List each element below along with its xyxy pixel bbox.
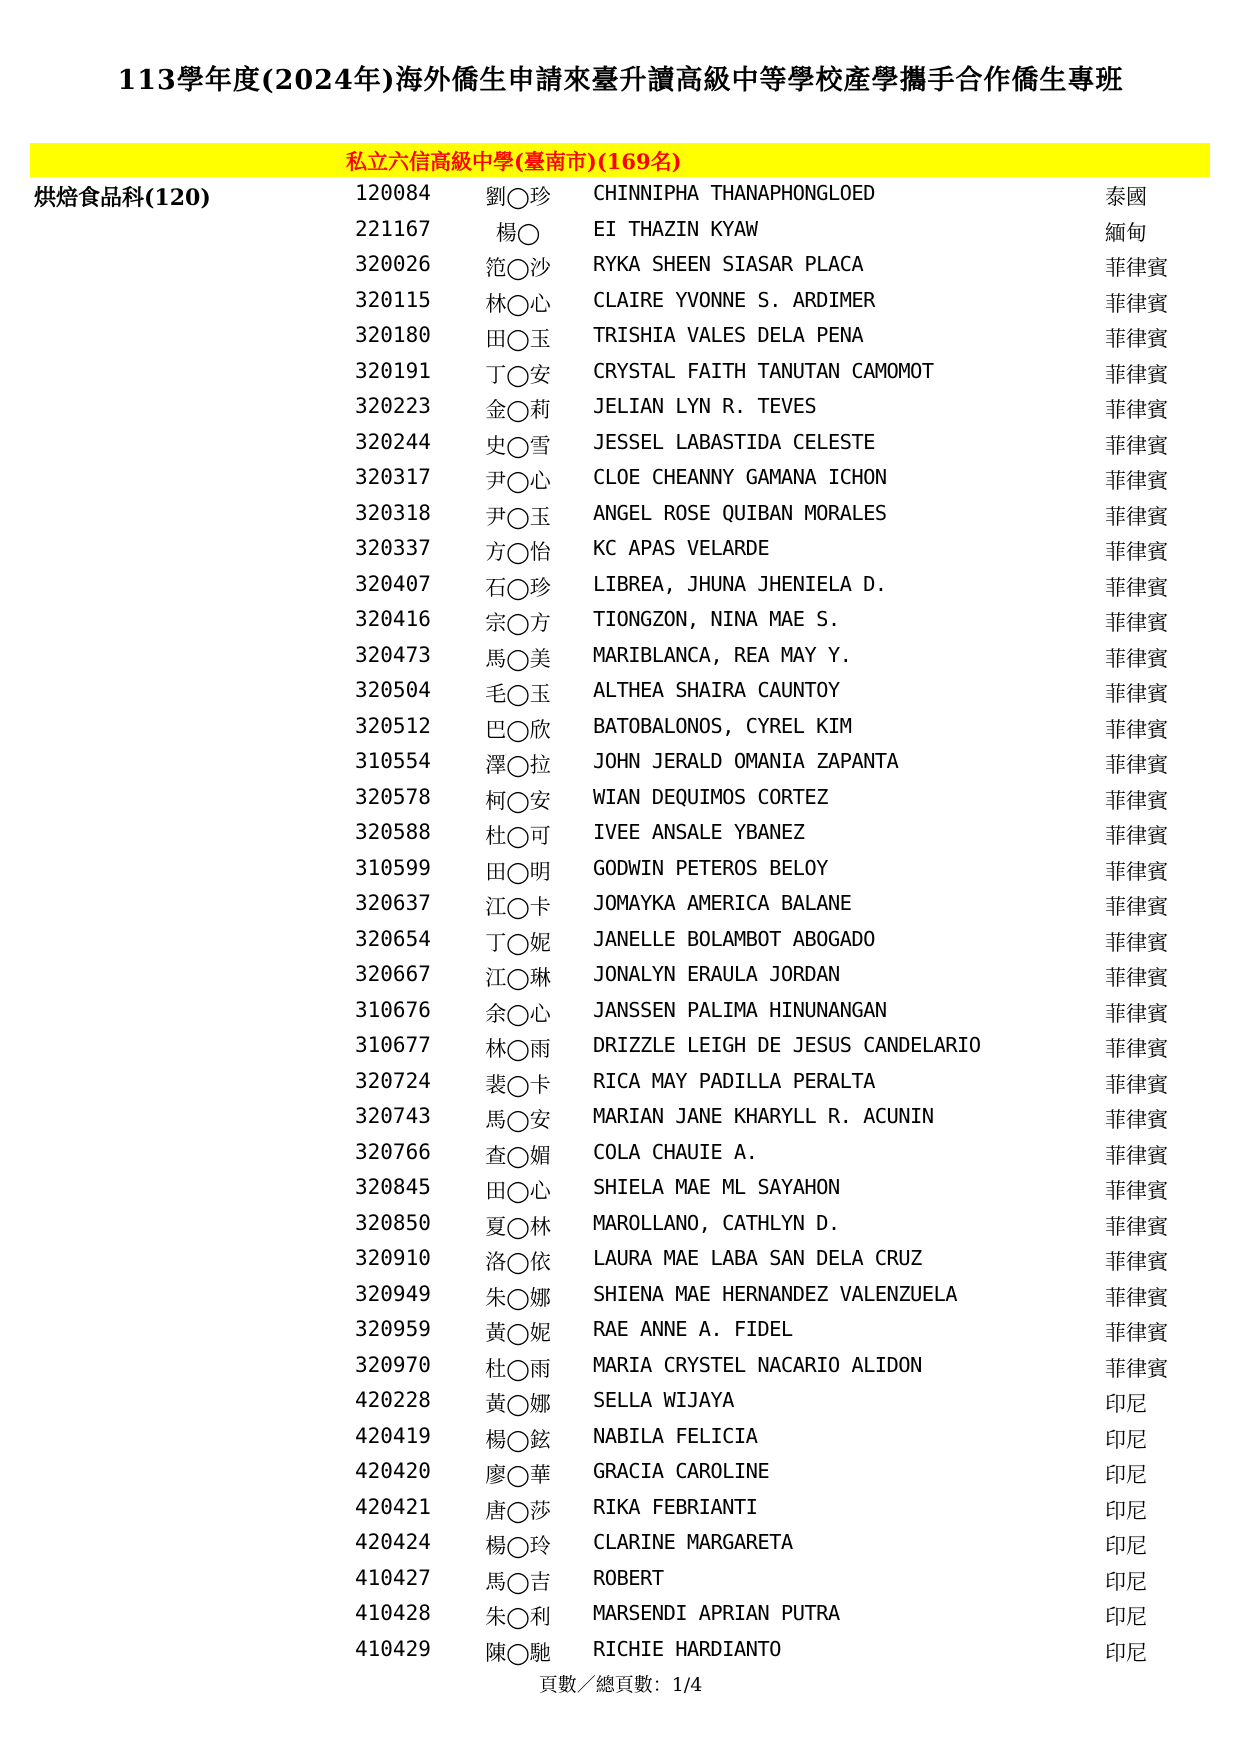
- table-row: [0, 214, 1241, 250]
- student-id: 320317: [355, 465, 431, 489]
- country: 印尼: [1105, 1640, 1147, 1665]
- country: 菲律賓: [1105, 291, 1168, 316]
- country: 菲律賓: [1105, 1143, 1168, 1168]
- student-id: 320191: [355, 358, 431, 383]
- english-name: EI THAZIN KYAW: [593, 216, 758, 241]
- english-name: TIONGZON, NINA MAE S.: [593, 607, 840, 631]
- english-name: SHIENA MAE HERNANDEZ VALENZUELA: [593, 1281, 958, 1306]
- chinese-name: 查◯媚: [485, 1143, 551, 1168]
- country: 印尼: [1105, 1534, 1147, 1558]
- table-row: [0, 462, 1241, 498]
- student-id: 420420: [355, 1459, 431, 1483]
- chinese-name: 馬◯美: [485, 646, 551, 671]
- table-row: [0, 1527, 1241, 1563]
- country: 印尼: [1105, 1605, 1147, 1629]
- english-name: NABILA FELICIA: [593, 1423, 758, 1448]
- table-row: [0, 1456, 1241, 1492]
- table-row: [0, 249, 1241, 285]
- chinese-name: 杜◯雨: [485, 1356, 551, 1381]
- student-id: 320724: [355, 1068, 431, 1093]
- english-name: ALTHEA SHAIRA CAUNTOY: [593, 678, 840, 702]
- student-id: 310599: [355, 855, 431, 880]
- school-header-bar: [30, 143, 1210, 177]
- student-id: 320959: [355, 1317, 431, 1341]
- chinese-name: 巴◯欣: [485, 717, 551, 742]
- chinese-name: 丁◯妮: [485, 930, 551, 955]
- chinese-name: 尹◯心: [485, 469, 551, 493]
- country: 菲律賓: [1105, 575, 1168, 600]
- table-row: [0, 1208, 1241, 1244]
- country: 菲律賓: [1105, 1285, 1168, 1310]
- chinese-name: 史◯雪: [485, 433, 551, 458]
- english-name: JESSEL LABASTIDA CELESTE: [593, 429, 875, 454]
- chinese-name: 林◯心: [485, 291, 551, 316]
- student-id: 221167: [355, 216, 431, 241]
- country: 菲律賓: [1105, 1108, 1168, 1132]
- chinese-name: 夏◯林: [485, 1214, 551, 1239]
- page-title: 113學年度(2024年)海外僑生申請來臺升讀高級中等學校產學攜手合作僑生專班: [117, 65, 1124, 96]
- chinese-name: 朱◯利: [485, 1605, 551, 1629]
- student-id: 420424: [355, 1530, 431, 1554]
- country: 菲律賓: [1105, 469, 1168, 493]
- country: 泰國: [1105, 185, 1147, 209]
- chinese-name: 楊◯: [495, 220, 541, 245]
- english-name: WIAN DEQUIMOS CORTEZ: [593, 784, 828, 809]
- chinese-name: 田◯心: [485, 1179, 551, 1203]
- english-name: COLA CHAUIE A.: [593, 1139, 758, 1164]
- table-row: [0, 1421, 1241, 1457]
- country: 菲律賓: [1105, 824, 1168, 848]
- chinese-name: 馬◯吉: [485, 1569, 551, 1594]
- table-row: [0, 1172, 1241, 1208]
- chinese-name: 廖◯華: [485, 1463, 551, 1487]
- country: 菲律賓: [1105, 256, 1168, 280]
- student-id: 320910: [355, 1246, 431, 1270]
- country: 菲律賓: [1105, 504, 1168, 529]
- chinese-name: 尹◯玉: [485, 504, 551, 529]
- chinese-name: 馬◯安: [485, 1108, 551, 1132]
- student-id: 320115: [355, 287, 431, 312]
- table-row: [0, 178, 1241, 214]
- table-row: [0, 1137, 1241, 1173]
- table-row: [0, 959, 1241, 995]
- table-row: [0, 1385, 1241, 1421]
- english-name: SHIELA MAE ML SAYAHON: [593, 1175, 840, 1199]
- table-row: [0, 711, 1241, 747]
- student-id: 310676: [355, 997, 431, 1022]
- chinese-name: 澤◯拉: [485, 753, 551, 777]
- table-row: [0, 1030, 1241, 1066]
- country: 菲律賓: [1105, 1321, 1168, 1345]
- english-name: RYKA SHEEN SIASAR PLACA: [593, 252, 864, 276]
- english-name: MARIBLANCA, REA MAY Y.: [593, 642, 852, 667]
- english-name: CLAIRE YVONNE S. ARDIMER: [593, 287, 875, 312]
- table-row: [0, 1598, 1241, 1634]
- country: 印尼: [1105, 1392, 1147, 1416]
- chinese-name: 江◯琳: [485, 966, 551, 990]
- table-row: [0, 356, 1241, 392]
- english-name: IVEE ANSALE YBANEZ: [593, 820, 805, 844]
- country: 菲律賓: [1105, 646, 1168, 671]
- english-name: MARIA CRYSTEL NACARIO ALIDON: [593, 1352, 922, 1377]
- country: 菲律賓: [1105, 362, 1168, 387]
- english-name: GODWIN PETEROS BELOY: [593, 855, 828, 880]
- table-row: [0, 391, 1241, 427]
- chinese-name: 宗◯方: [485, 611, 551, 635]
- page-footer: 頁數／總頁數：1/4: [538, 1674, 703, 1696]
- student-id: 320318: [355, 500, 431, 525]
- student-id: 320578: [355, 784, 431, 809]
- english-name: JANSSEN PALIMA HINUNANGAN: [593, 997, 887, 1022]
- table-row: [0, 640, 1241, 676]
- country: 菲律賓: [1105, 859, 1168, 884]
- chinese-name: 田◯玉: [485, 327, 551, 351]
- country: 菲律賓: [1105, 966, 1168, 990]
- country: 菲律賓: [1105, 1356, 1168, 1381]
- table-row: [0, 1279, 1241, 1315]
- country: 菲律賓: [1105, 895, 1168, 919]
- country: 菲律賓: [1105, 1072, 1168, 1097]
- table-row: [0, 320, 1241, 356]
- table-row: [0, 746, 1241, 782]
- table-row: [0, 995, 1241, 1031]
- country: 菲律賓: [1105, 930, 1168, 955]
- table-row: [0, 1243, 1241, 1279]
- english-name: MARSENDI APRIAN PUTRA: [593, 1601, 840, 1625]
- country: 菲律賓: [1105, 1250, 1168, 1274]
- chinese-name: 黃◯娜: [485, 1392, 551, 1416]
- student-id: 310554: [355, 749, 431, 773]
- country: 緬甸: [1105, 220, 1147, 245]
- country: 菲律賓: [1105, 540, 1168, 564]
- country: 菲律賓: [1105, 753, 1168, 777]
- student-id: 320654: [355, 926, 431, 951]
- country: 菲律賓: [1105, 1001, 1168, 1026]
- country: 菲律賓: [1105, 611, 1168, 635]
- chinese-name: 笵◯沙: [485, 256, 551, 280]
- chinese-name: 杜◯可: [485, 824, 551, 848]
- english-name: CLOE CHEANNY GAMANA ICHON: [593, 465, 887, 489]
- student-id: 120084: [355, 181, 431, 205]
- chinese-name: 柯◯安: [485, 788, 551, 813]
- english-name: CLARINE MARGARETA: [593, 1530, 793, 1554]
- country: 印尼: [1105, 1498, 1147, 1523]
- english-name: JELIAN LYN R. TEVES: [593, 394, 817, 418]
- student-id: 320850: [355, 1210, 431, 1235]
- student-id: 410428: [355, 1601, 431, 1625]
- english-name: LAURA MAE LABA SAN DELA CRUZ: [593, 1246, 922, 1270]
- student-id: 320512: [355, 713, 431, 738]
- chinese-name: 陳◯馳: [485, 1640, 551, 1665]
- english-name: JONALYN ERAULA JORDAN: [593, 962, 840, 986]
- chinese-name: 石◯珍: [485, 575, 551, 600]
- english-name: DRIZZLE LEIGH DE JESUS CANDELARIO: [593, 1033, 981, 1057]
- student-id: 320743: [355, 1104, 431, 1128]
- english-name: CHINNIPHA THANAPHONGLOED: [593, 181, 875, 205]
- english-name: RIKA FEBRIANTI: [593, 1494, 758, 1519]
- country: 印尼: [1105, 1463, 1147, 1487]
- table-row: [0, 498, 1241, 534]
- table-row: [0, 604, 1241, 640]
- student-id: 320845: [355, 1175, 431, 1199]
- student-id: 320473: [355, 642, 431, 667]
- student-id: 410429: [355, 1636, 431, 1661]
- chinese-name: 丁◯安: [485, 362, 551, 387]
- english-name: MARIAN JANE KHARYLL R. ACUNIN: [593, 1104, 934, 1128]
- student-id: 310677: [355, 1033, 431, 1057]
- chinese-name: 林◯雨: [485, 1037, 551, 1061]
- table-row: [0, 853, 1241, 889]
- table-row: [0, 1634, 1241, 1670]
- country: 印尼: [1105, 1427, 1147, 1452]
- english-name: GRACIA CAROLINE: [593, 1459, 770, 1483]
- chinese-name: 余◯心: [485, 1001, 551, 1026]
- table-row: [0, 888, 1241, 924]
- chinese-name: 金◯莉: [485, 398, 551, 422]
- chinese-name: 唐◯莎: [485, 1498, 551, 1523]
- student-id: 320766: [355, 1139, 431, 1164]
- chinese-name: 方◯怡: [485, 540, 551, 564]
- english-name: MAROLLANO, CATHLYN D.: [593, 1210, 840, 1235]
- english-name: JANELLE BOLAMBOT ABOGADO: [593, 926, 875, 951]
- student-id: 320970: [355, 1352, 431, 1377]
- table-row: [0, 1101, 1241, 1137]
- table-row: [0, 1066, 1241, 1102]
- student-id: 320244: [355, 429, 431, 454]
- english-name: ANGEL ROSE QUIBAN MORALES: [593, 500, 887, 525]
- chinese-name: 裴◯卡: [485, 1072, 551, 1097]
- english-name: TRISHIA VALES DELA PENA: [593, 323, 864, 347]
- student-id: 320026: [355, 252, 431, 276]
- english-name: SELLA WIJAYA: [593, 1388, 734, 1412]
- student-id: 320337: [355, 536, 431, 560]
- student-id: 320223: [355, 394, 431, 418]
- table-row: [0, 675, 1241, 711]
- student-id: 320637: [355, 891, 431, 915]
- table-row: [0, 1350, 1241, 1386]
- country: 菲律賓: [1105, 1037, 1168, 1061]
- country: 菲律賓: [1105, 1179, 1168, 1203]
- student-id: 320667: [355, 962, 431, 986]
- chinese-name: 田◯明: [485, 859, 551, 884]
- student-id: 320180: [355, 323, 431, 347]
- school-name: 私立六信高級中學(臺南市)(169名): [346, 149, 682, 174]
- english-name: JOHN JERALD OMANIA ZAPANTA: [593, 749, 899, 773]
- english-name: JOMAYKA AMERICA BALANE: [593, 891, 852, 915]
- chinese-name: 劉◯珍: [485, 185, 551, 209]
- student-id: 420228: [355, 1388, 431, 1412]
- english-name: KC APAS VELARDE: [593, 536, 770, 560]
- student-id: 410427: [355, 1565, 431, 1590]
- english-name: BATOBALONOS, CYREL KIM: [593, 713, 852, 738]
- chinese-name: 毛◯玉: [485, 682, 551, 706]
- student-id: 320949: [355, 1281, 431, 1306]
- student-id: 320407: [355, 571, 431, 596]
- country: 菲律賓: [1105, 788, 1168, 813]
- chinese-name: 楊◯鉉: [485, 1427, 551, 1452]
- english-name: RAE ANNE A. FIDEL: [593, 1317, 793, 1341]
- chinese-name: 楊◯玲: [485, 1534, 551, 1558]
- table-row: [0, 1492, 1241, 1528]
- student-id: 320416: [355, 607, 431, 631]
- student-id: 420419: [355, 1423, 431, 1448]
- table-row: [0, 1563, 1241, 1599]
- department-label: 烘焙食品科(120): [34, 185, 211, 211]
- english-name: LIBREA, JHUNA JHENIELA D.: [593, 571, 887, 596]
- table-row: [0, 817, 1241, 853]
- english-name: CRYSTAL FAITH TANUTAN CAMOMOT: [593, 358, 934, 383]
- table-row: [0, 924, 1241, 960]
- chinese-name: 江◯卡: [485, 895, 551, 919]
- student-id: 320504: [355, 678, 431, 702]
- student-id: 420421: [355, 1494, 431, 1519]
- country: 菲律賓: [1105, 682, 1168, 706]
- table-row: [0, 533, 1241, 569]
- table-row: [0, 1314, 1241, 1350]
- country: 印尼: [1105, 1569, 1147, 1594]
- student-id: 320588: [355, 820, 431, 844]
- chinese-name: 朱◯娜: [485, 1285, 551, 1310]
- table-row: [0, 285, 1241, 321]
- table-row: [0, 782, 1241, 818]
- table-row: [0, 569, 1241, 605]
- english-name: ROBERT: [593, 1565, 664, 1590]
- country: 菲律賓: [1105, 433, 1168, 458]
- chinese-name: 洛◯依: [485, 1250, 551, 1274]
- country: 菲律賓: [1105, 1214, 1168, 1239]
- student-list: [0, 178, 1241, 1669]
- english-name: RICA MAY PADILLA PERALTA: [593, 1068, 875, 1093]
- country: 菲律賓: [1105, 327, 1168, 351]
- chinese-name: 黃◯妮: [485, 1321, 551, 1345]
- country: 菲律賓: [1105, 717, 1168, 742]
- english-name: RICHIE HARDIANTO: [593, 1636, 781, 1661]
- table-row: [0, 427, 1241, 463]
- country: 菲律賓: [1105, 398, 1168, 422]
